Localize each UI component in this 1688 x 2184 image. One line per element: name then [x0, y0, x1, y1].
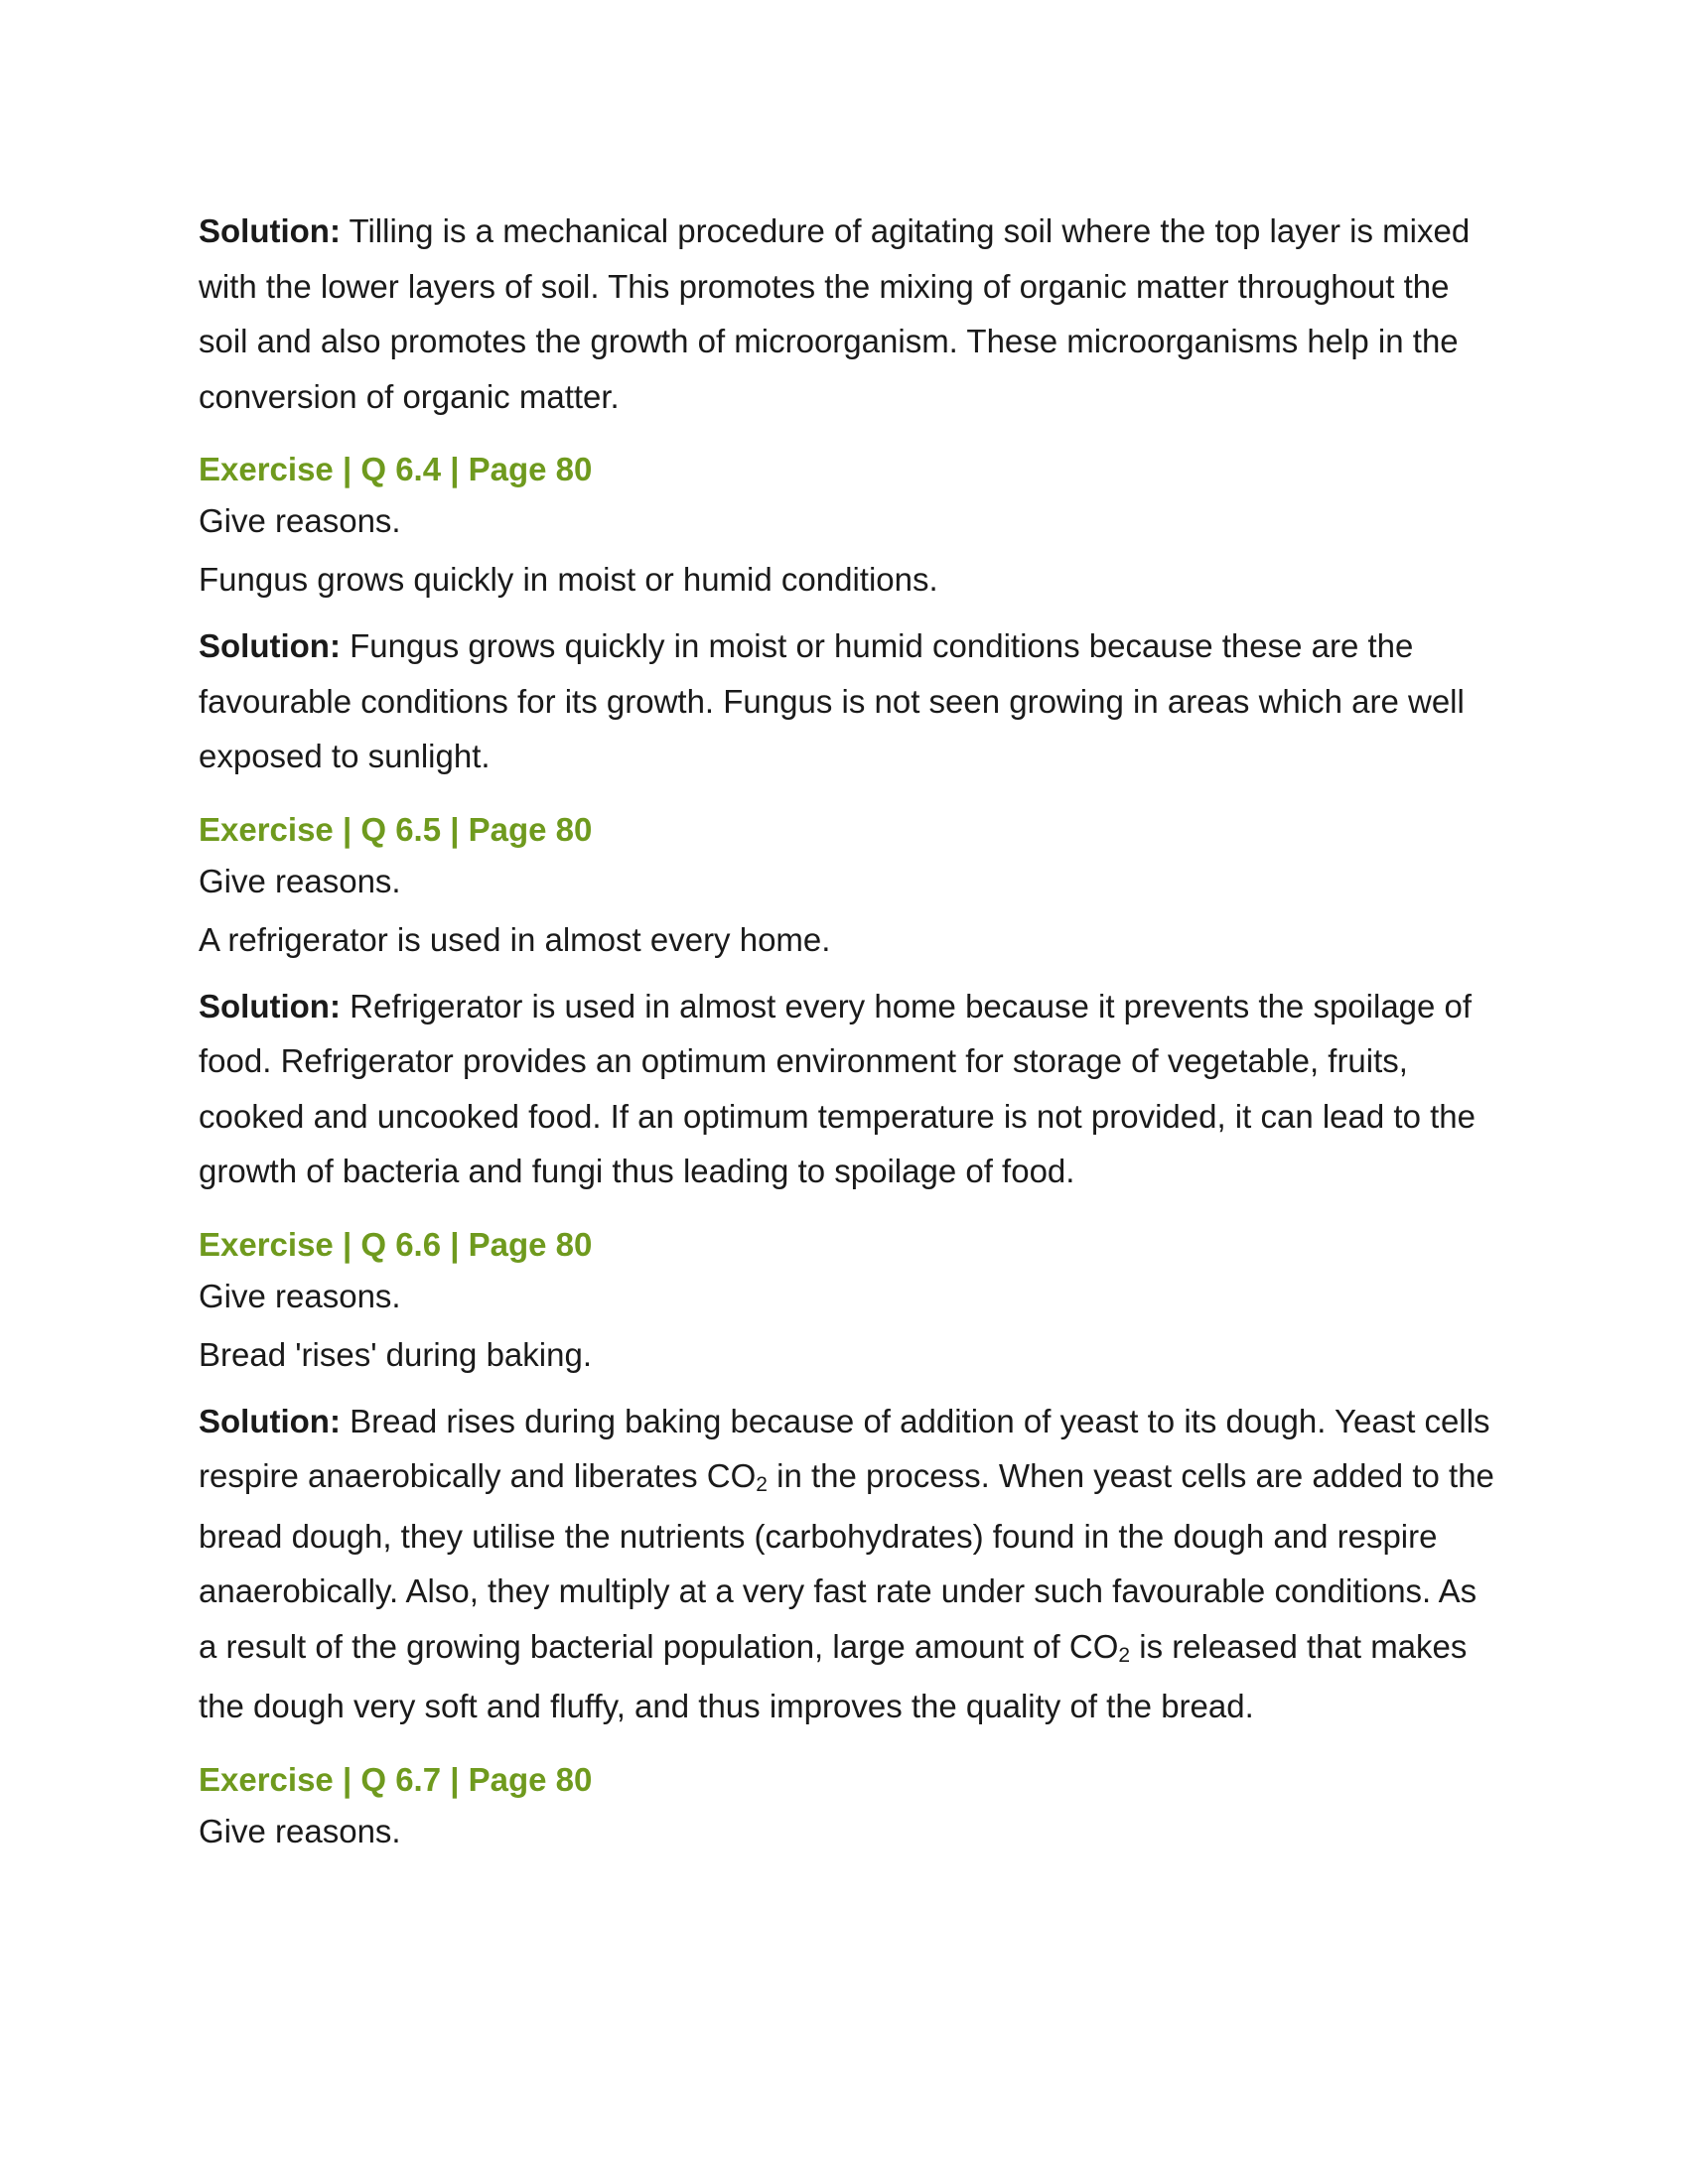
solution-refrigerator — [199, 979, 1499, 1199]
question-line: Bread 'rises' during baking. — [199, 1335, 592, 1373]
solution-text: Fungus grows quickly in moist or humid conditions because these are the favourable conditions for its growth. Fungus is not seen growing in areas which are well exposed to sunlight. — [199, 627, 1465, 774]
question-line: Give reasons. — [199, 502, 401, 539]
solution-text-part: in the process. When yeast cells are added to the bread dough, they utilise the nutrients (carbohydrates) found in the dough and respire anaerobically. Also, they multiply at a very fast rate under such favourable conditions. As a result of the growing bacterial population, large amount of CO — [199, 1457, 1494, 1665]
solution-text: Refrigerator is used in almost every home because it prevents the spoilage of food. Refrigerator provides an optimum environment for storage of vegetable, fruits, cooked and uncooked food. If an optimum temperature is not provided, it can lead to the growth of bacteria and fungi thus leading to spoilage of food. — [199, 987, 1476, 1189]
exercise-heading-6-5: Exercise | Q 6.5 | Page 80 — [199, 810, 593, 848]
question-line: A refrigerator is used in almost every home. — [199, 920, 831, 958]
exercise-heading-6-7: Exercise | Q 6.7 | Page 80 — [199, 1760, 593, 1798]
question-line: Fungus grows quickly in moist or humid conditions. — [199, 561, 938, 598]
solution-label: Solution: — [199, 1402, 341, 1439]
solution-text-part: is released that makes the dough very soft and fluffy, and thus improves the quality of the bread. — [199, 1627, 1468, 1724]
question-line: Give reasons. — [199, 862, 401, 899]
subscript: 2 — [756, 1473, 768, 1496]
solution-bread — [199, 1394, 1499, 1734]
solution-text-part: Bread rises during baking because of addition of yeast to its dough. Yeast cells respire anaerobically and liberates CO — [199, 1402, 1490, 1494]
exercise-heading-6-4: Exercise | Q 6.4 | Page 80 — [199, 451, 593, 487]
exercise-heading-6-6: Exercise | Q 6.6 | Page 80 — [199, 1225, 593, 1263]
solution-label: Solution: — [199, 212, 341, 249]
solution-label: Solution: — [199, 987, 341, 1024]
solution-tilling — [199, 204, 1499, 424]
document-page — [199, 204, 1499, 1870]
solution-fungus — [199, 618, 1499, 784]
solution-label: Solution: — [199, 627, 341, 664]
solution-text: Tilling is a mechanical procedure of agitating soil where the top layer is mixed with the lower layers of soil. This promotes the mixing of organic matter throughout the soil and also promotes the growth of microorganism. These microorganisms help in the conversion of organic matter. — [199, 212, 1471, 415]
question-line: Give reasons. — [199, 1277, 401, 1314]
subscript: 2 — [1118, 1643, 1131, 1667]
question-line: Give reasons. — [199, 1812, 401, 1849]
